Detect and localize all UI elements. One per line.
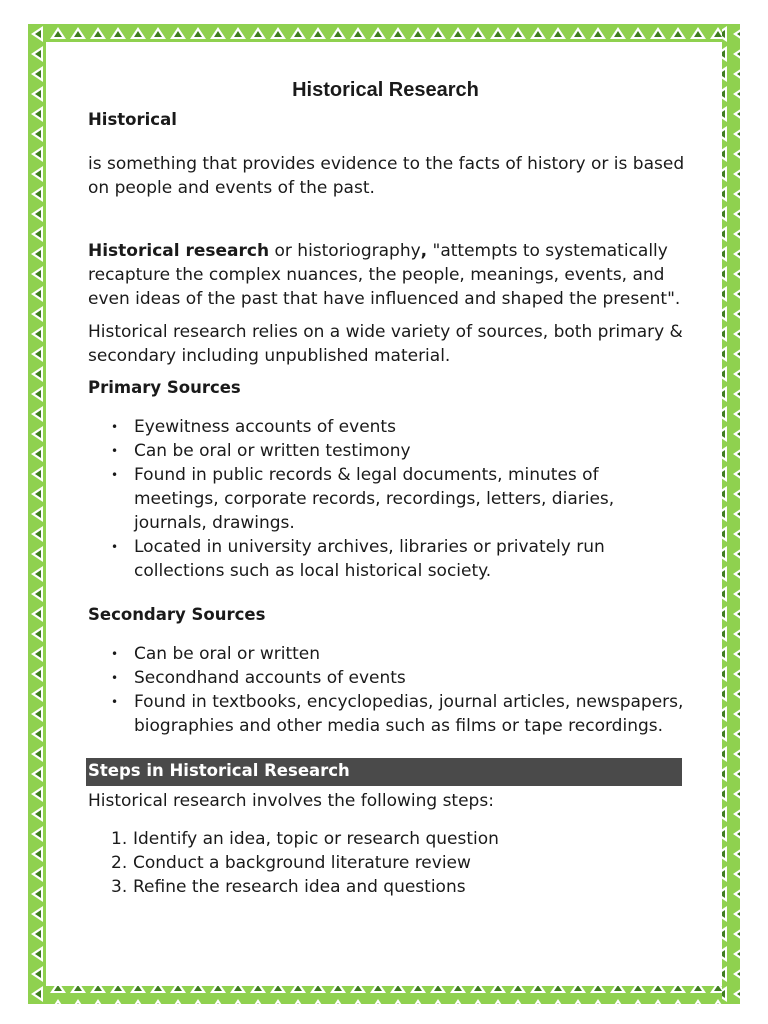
paragraph-text-a: or historiography xyxy=(269,241,421,261)
step-number: 2. xyxy=(111,853,128,873)
secondary-sources-heading: Secondary Sources xyxy=(88,605,266,624)
steps-intro: Historical research involves the following steps: xyxy=(88,791,494,811)
page-title: Historical Research xyxy=(292,79,479,101)
paragraph-bold-comma: , xyxy=(420,241,428,261)
list-item: 3. Refine the research idea and questions xyxy=(111,877,466,897)
bullet-icon: • xyxy=(111,468,119,482)
historical-research-term: Historical research xyxy=(88,241,270,261)
primary-sources-list xyxy=(88,415,688,583)
list-item: 2. Conduct a background literature review xyxy=(111,853,471,873)
bullet-icon: • xyxy=(111,540,119,554)
primary-sources-heading: Primary Sources xyxy=(88,378,241,397)
list-item: • Can be oral or written testimony xyxy=(111,441,411,461)
bullet-icon: • xyxy=(111,420,119,434)
sources-paragraph: Historical research relies on a wide variety of sources, both primary & secondary including unpublished material. xyxy=(88,322,683,366)
secondary-sources-list xyxy=(88,642,688,738)
list-item: • Located in university archives, libraries or privately run collections such as local historical society. xyxy=(111,537,605,581)
step-number: 3. xyxy=(111,877,128,897)
steps-list xyxy=(88,827,688,899)
list-item: 1. Identify an idea, topic or research question xyxy=(111,829,499,849)
list-item: • Can be oral or written xyxy=(111,644,321,664)
definition-text: is something that provides evidence to the facts of history or is based on people and events of the past. xyxy=(88,154,685,198)
list-item: • Found in textbooks, encyclopedias, journal articles, newspapers, biographies and other media such as films or tape recordings. xyxy=(111,692,684,736)
step-number: 1. xyxy=(111,829,128,849)
bullet-icon: • xyxy=(111,444,119,458)
historical-research-paragraph xyxy=(88,239,688,311)
paragraph-text-b: "attempts to systematically recapture the complex nuances, the people, meanings, events, and even ideas of the past that have influenced and shaped the present". xyxy=(88,241,681,309)
list-item: • Eyewitness accounts of events xyxy=(111,417,396,437)
document-body xyxy=(88,70,688,899)
list-item: • Found in public records & legal documents, minutes of meetings, corporate records, recordings, letters, diaries, journals, drawings. xyxy=(111,465,615,533)
bullet-icon: • xyxy=(111,695,119,709)
definition-label: Historical xyxy=(88,110,177,129)
list-item: • Secondhand accounts of events xyxy=(111,668,406,688)
steps-heading-bar: Steps in Historical Research xyxy=(86,758,682,786)
bullet-icon: • xyxy=(111,671,119,685)
bullet-icon: • xyxy=(111,647,119,661)
